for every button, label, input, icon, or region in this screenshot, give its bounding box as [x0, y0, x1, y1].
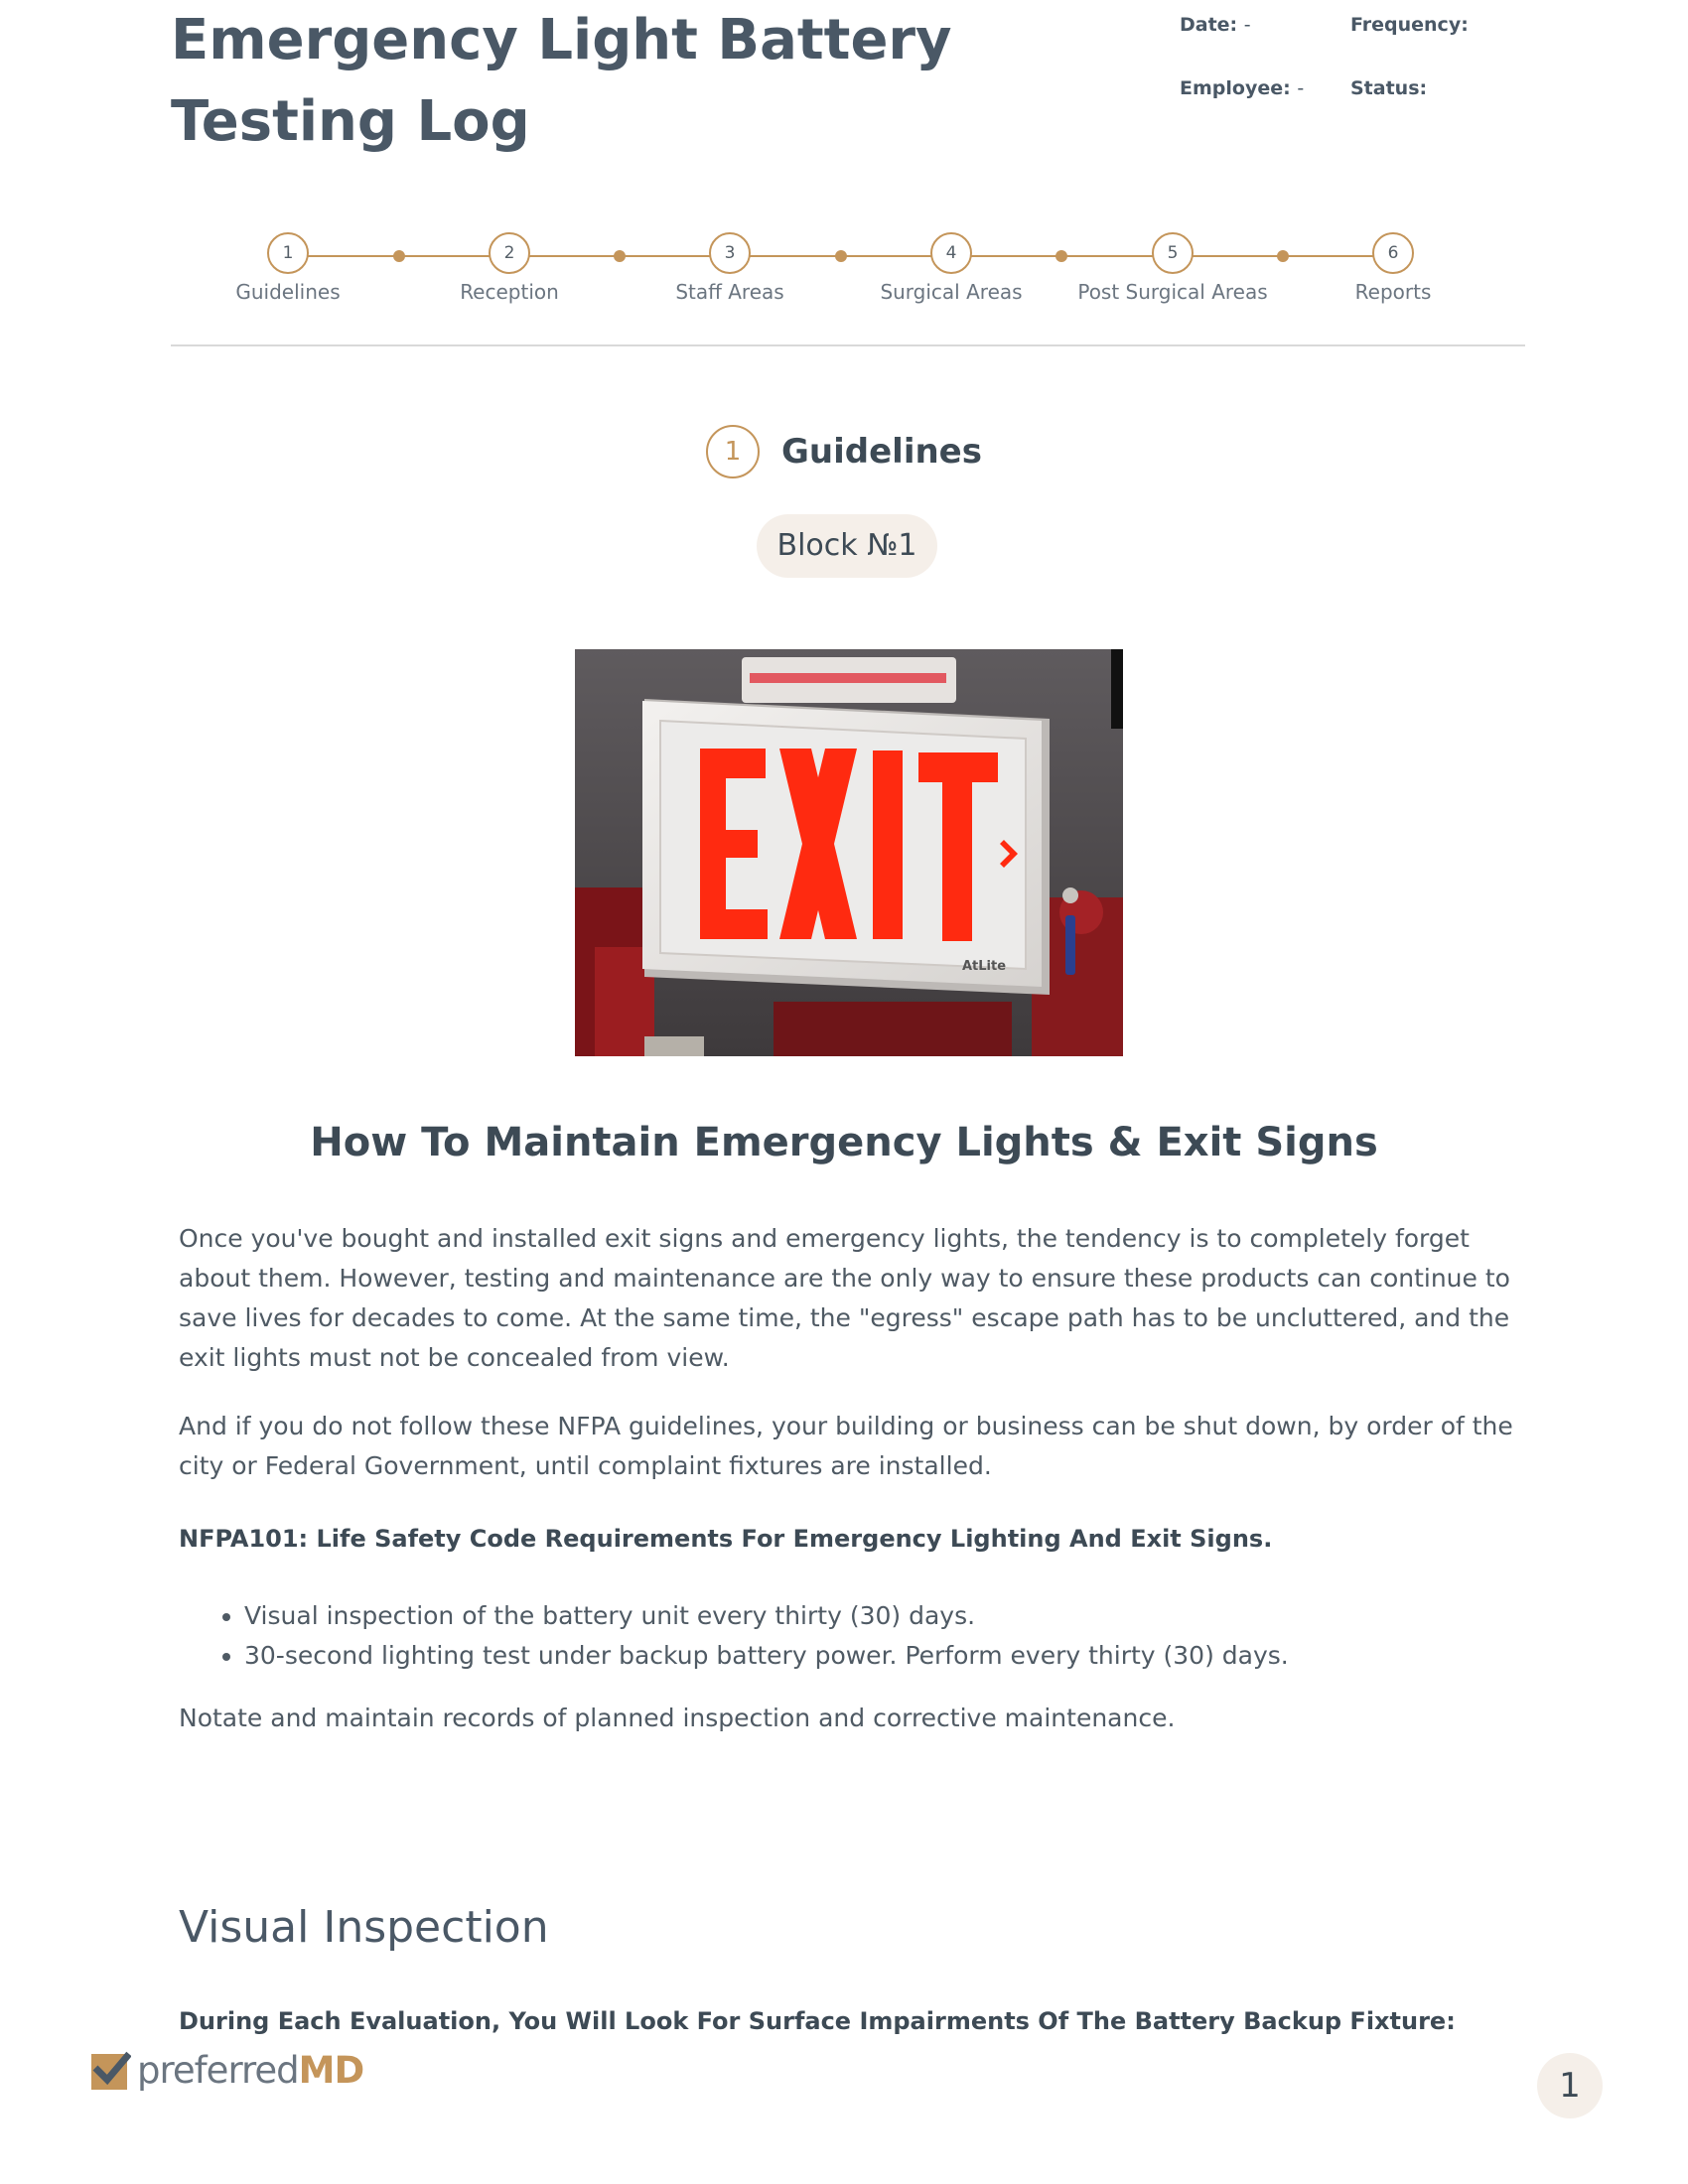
step-label: Reports [1354, 280, 1432, 304]
requirements-list [209, 1596, 1289, 1676]
employee-field [1180, 77, 1304, 99]
list-item: • Visual inspection of the battery unit every thirty (30) days. [244, 1596, 1289, 1636]
stepper-dot [393, 250, 405, 262]
checkmark-logo-icon [91, 2050, 131, 2090]
progress-stepper [171, 228, 1525, 308]
employee-label: Employee: [1180, 77, 1291, 99]
step-label: Guidelines [235, 280, 341, 304]
evaluation-line: During Each Evaluation, You Will Look For Surface Impairments Of The Battery Backup Fixture: [179, 2007, 1456, 2035]
step-number: 4 [930, 232, 972, 274]
step-number: 2 [489, 232, 530, 274]
preferredmd-logo [91, 2047, 363, 2093]
step-label: Reception [460, 280, 559, 304]
status-field [1350, 77, 1427, 99]
section-number: 1 [706, 425, 760, 478]
date-label: Date: [1180, 14, 1238, 36]
stepper-dot [1277, 250, 1289, 262]
intro-paragraph: Once you've bought and installed exit signs and emergency lights, the tendency is to completely forget about them. However, testing and maintenance are the only way to ensure these products can continue to save lives for decades to come. At the same time, the "egress" escape path has to be uncluttered, and the exit lights must not be concealed from view. [179, 1224, 1510, 1372]
date-field [1180, 14, 1251, 36]
visual-inspection-heading: Visual Inspection [179, 1902, 549, 1953]
step-number: 5 [1152, 232, 1194, 274]
step-surgical-areas[interactable] [852, 232, 1051, 304]
records-paragraph: Notate and maintain records of planned inspection and corrective maintenance. [179, 1704, 1176, 1732]
step-label: Post Surgical Areas [1077, 280, 1268, 304]
step-number: 3 [709, 232, 751, 274]
logo-text-main: preferred [137, 2048, 299, 2092]
nfpa-warning-paragraph: And if you do not follow these NFPA guidelines, your building or business can be shut down, by order of the city or Federal Government, until complaint fixtures are installed. [179, 1412, 1513, 1480]
content-heading: How To Maintain Emergency Lights & Exit Signs [310, 1120, 1378, 1165]
status-label: Status: [1350, 77, 1428, 99]
step-post-surgical-areas[interactable] [1073, 232, 1272, 304]
frequency-field [1350, 14, 1469, 36]
step-label: Surgical Areas [880, 280, 1023, 304]
page-number-badge: 1 [1537, 2053, 1603, 2118]
logo-text-accent: MD [298, 2048, 364, 2092]
exit-sign-illustration [575, 649, 1123, 1056]
nfpa-requirements-heading: NFPA101: Life Safety Code Requirements For Emergency Lighting And Exit Signs. [179, 1525, 1273, 1553]
logo-text [137, 2049, 363, 2092]
step-reports[interactable] [1294, 232, 1492, 304]
frequency-label: Frequency: [1350, 14, 1469, 36]
list-item: • 30-second lighting test under backup battery power. Perform every thirty (30) days. [244, 1636, 1289, 1676]
section-heading [0, 425, 1688, 478]
block-label: Block №1 [757, 514, 937, 578]
employee-value: - [1297, 77, 1305, 99]
step-guidelines[interactable] [189, 232, 387, 304]
step-number: 1 [267, 232, 309, 274]
exit-sign-photo [575, 649, 1123, 1056]
stepper-dot [614, 250, 626, 262]
step-number: 6 [1372, 232, 1414, 274]
date-value: - [1243, 14, 1251, 36]
step-reception[interactable] [410, 232, 609, 304]
header-divider [171, 344, 1525, 346]
step-label: Staff Areas [675, 280, 784, 304]
sign-brand-text: AtLite [962, 959, 1007, 974]
stepper-dot [835, 250, 847, 262]
step-staff-areas[interactable] [631, 232, 829, 304]
stepper-dot [1055, 250, 1067, 262]
section-title: Guidelines [781, 432, 982, 472]
page-title: Emergency Light Battery Testing Log [171, 8, 952, 154]
